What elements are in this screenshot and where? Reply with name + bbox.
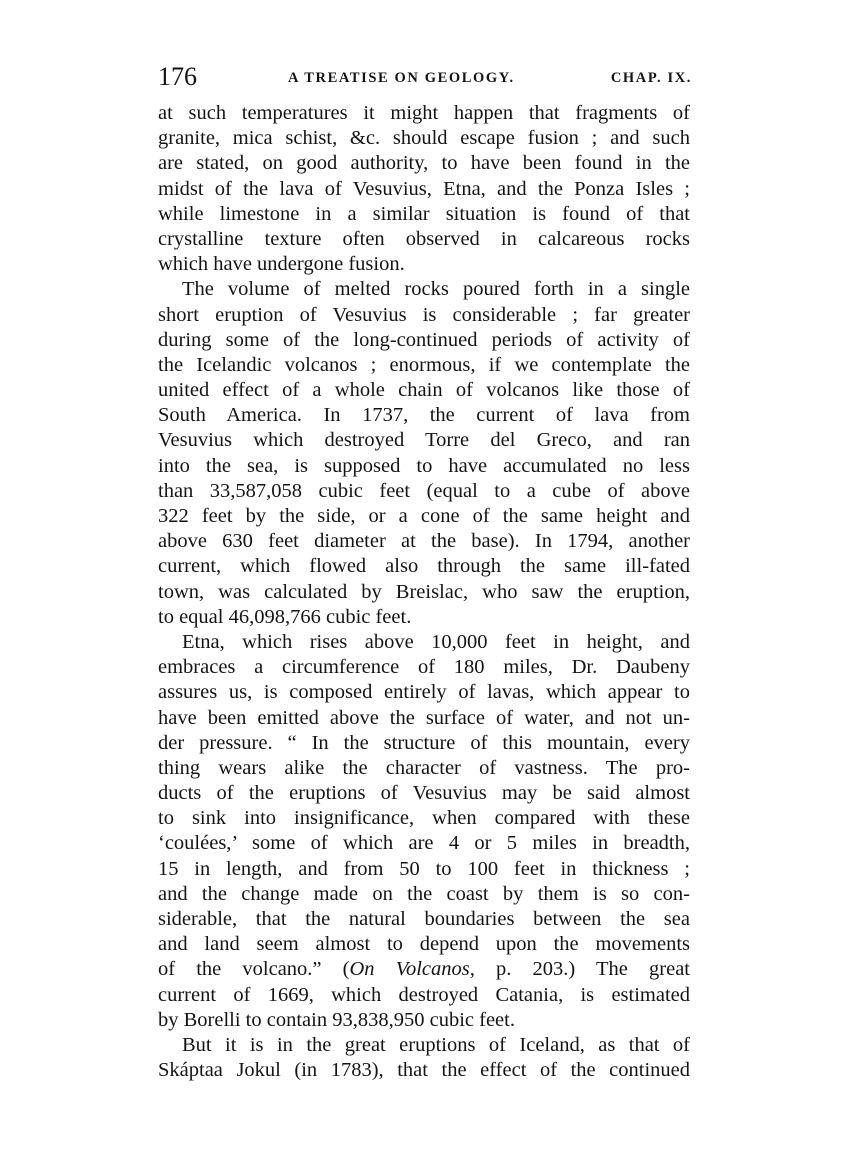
- text-line: which have undergone fusion.: [158, 253, 405, 276]
- citation-before: of the volcano.” (: [158, 958, 350, 981]
- text-line: to sink into insignificance, when compared with these: [158, 807, 690, 830]
- text-line: town, was calculated by Breislac, who saw the eruption,: [158, 580, 690, 603]
- text-line: and land seem almost to depend upon the movements: [158, 933, 690, 956]
- text-line: above 630 feet diameter at the base). In 1794, another: [158, 530, 690, 553]
- text-line: Skáptaa Jokul (in 1783), that the effect of the continued: [158, 1059, 690, 1082]
- chapter-label: CHAP. IX.: [610, 70, 692, 86]
- text-line: than 33,587,058 cubic feet (equal to a cube of above: [158, 479, 690, 502]
- text-line: crystalline texture often observed in calcareous rocks: [158, 227, 690, 250]
- paragraph-start-line: But it is in the great eruptions of Iceland, as that of: [182, 1033, 690, 1056]
- text-line: to equal 46,098,766 cubic feet.: [158, 605, 412, 628]
- citation-title: On Volcanos,: [349, 958, 475, 981]
- text-line: ‘coulées,’ some of which are 4 or 5 miles in breadth,: [158, 832, 690, 855]
- text-line: siderable, that the natural boundaries between the sea: [158, 908, 690, 930]
- text-line: have been emitted above the surface of water, and not un-: [158, 706, 690, 729]
- text-line: current, which flowed also through the same ill-fated: [158, 555, 690, 578]
- text-line: 322 feet by the side, or a cone of the same height and: [158, 505, 690, 527]
- citation-after: p. 203.) The great: [474, 958, 690, 981]
- text-line: 15 in length, and from 50 to 100 feet in thickness ;: [158, 857, 690, 880]
- text-line: and the change made on the coast by them is so con-: [158, 882, 690, 905]
- paragraph-start-line: Etna, which rises above 10,000 feet in height, and: [182, 630, 690, 653]
- text-line: Vesuvius which destroyed Torre del Greco, and ran: [158, 429, 690, 452]
- text-line: current of 1669, which destroyed Catania, is estimated: [158, 983, 690, 1006]
- paragraph-start-line: The volume of melted rocks poured forth in a single: [182, 278, 690, 301]
- body-text: [158, 101, 690, 1083]
- text-line: embraces a circumference of 180 miles, Dr. Daubeny: [158, 656, 690, 679]
- text-line: into the sea, is supposed to have accumulated no less: [158, 454, 690, 477]
- text-line: midst of the lava of Vesuvius, Etna, and the Ponza Isles ;: [158, 177, 690, 200]
- citation-line: [158, 957, 690, 982]
- text-line: are stated, on good authority, to have been found in the: [158, 152, 690, 175]
- text-line: granite, mica schist, &c. should escape fusion ; and such: [158, 127, 690, 150]
- text-line: the Icelandic volcanos ; enormous, if we contemplate the: [158, 353, 690, 376]
- text-line: short eruption of Vesuvius is considerable ; far greater: [158, 303, 690, 326]
- text-line: while limestone in a similar situation is found of that: [158, 202, 690, 225]
- text-line: by Borelli to contain 93,838,950 cubic feet.: [158, 1008, 515, 1031]
- text-line: assures us, is composed entirely of lavas, which appear to: [158, 681, 690, 704]
- running-head: [158, 62, 692, 92]
- text-line: united effect of a whole chain of volcanos like those of: [158, 379, 690, 402]
- running-title: A TREATISE ON GEOLOGY.: [288, 70, 515, 86]
- text-line: during some of the long-continued periods of activity of: [158, 328, 690, 351]
- page-number: 176: [158, 62, 197, 91]
- text-line: der pressure. “ In the structure of this mountain, every: [158, 731, 690, 754]
- text-line: South America. In 1737, the current of lava from: [158, 404, 690, 427]
- text-line: at such temperatures it might happen that fragments of: [158, 102, 690, 124]
- text-line: ducts of the eruptions of Vesuvius may be said almost: [158, 782, 690, 805]
- text-line: thing wears alike the character of vastness. The pro-: [158, 756, 690, 779]
